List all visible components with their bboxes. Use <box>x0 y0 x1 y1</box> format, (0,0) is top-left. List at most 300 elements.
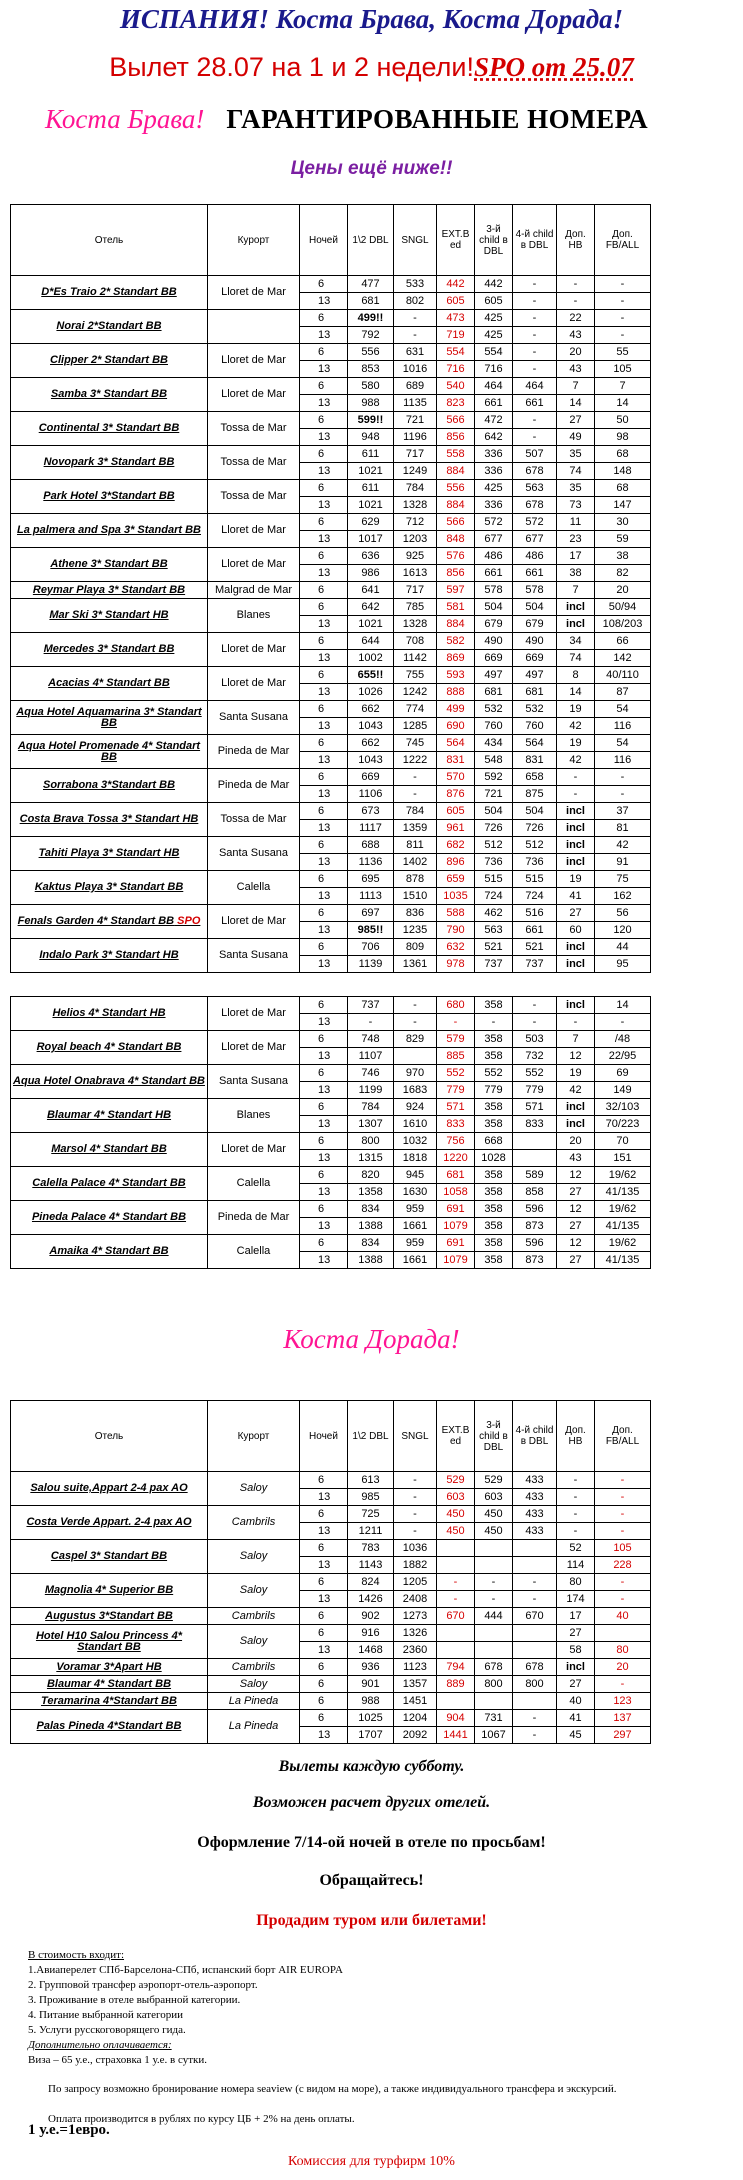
price-cell: 442 <box>437 276 475 293</box>
price-cell: 988 <box>348 1693 394 1710</box>
price-cell: 631 <box>394 344 437 361</box>
hotel-name-text: Voramar 3*Apart HB <box>56 1660 162 1673</box>
price-cell: 552 <box>437 1065 475 1082</box>
price-cell: 40 <box>595 1608 651 1625</box>
hotel-name-text: Magnolia 4* Superior BB <box>44 1584 174 1596</box>
price-cell: 548 <box>475 752 513 769</box>
hotel-name-text: Aqua Hotel Onabrava 4* Standart BB <box>13 1075 205 1087</box>
price-cell: 1025 <box>348 1710 394 1727</box>
price-cell: - <box>595 276 651 293</box>
included-item: 4. Питание выбранной категории <box>28 2009 184 2021</box>
price-cell: 636 <box>348 548 394 565</box>
price-cell: 678 <box>513 463 557 480</box>
hotel-name[interactable] <box>11 701 208 735</box>
price-cell: 499!! <box>348 310 394 327</box>
price-cell: - <box>557 786 595 803</box>
price-cell: 554 <box>437 344 475 361</box>
resort-name: Santa Susana <box>208 1065 300 1099</box>
hotel-name-text: Salou suite,Appart 2-4 pax AO <box>30 1482 188 1494</box>
price-cell: 116 <box>595 752 651 769</box>
price-cell: 794 <box>437 1659 475 1676</box>
column-header: Отель <box>11 1401 208 1472</box>
price-cell <box>437 1693 475 1710</box>
price-cell: - <box>557 1506 595 1523</box>
price-cell: 661 <box>475 395 513 412</box>
table-row <box>11 1710 651 1727</box>
hotel-name[interactable] <box>11 769 208 803</box>
price-cell: 576 <box>437 548 475 565</box>
price-cell: 885 <box>437 1048 475 1065</box>
price-cell: 14 <box>557 684 595 701</box>
resort-name: Tossa de Mar <box>208 803 300 837</box>
hotel-name[interactable] <box>11 803 208 837</box>
price-cell: 114 <box>557 1557 595 1574</box>
price-cell: - <box>513 412 557 429</box>
price-cell: 1036 <box>394 1540 437 1557</box>
column-header: 4-й child в DBL <box>513 1401 557 1472</box>
price-cell: 1139 <box>348 956 394 973</box>
price-cell: 1315 <box>348 1150 394 1167</box>
price-cell: 358 <box>475 1252 513 1269</box>
price-cell: 661 <box>475 565 513 582</box>
column-header: SNGL <box>394 205 437 276</box>
price-cell: 1135 <box>394 395 437 412</box>
price-cell: 579 <box>437 1031 475 1048</box>
flight-line <box>0 52 743 83</box>
nights-cell: 6 <box>300 871 348 888</box>
price-cell: incl <box>557 616 595 633</box>
price-cell: 878 <box>394 871 437 888</box>
price-cell: 642 <box>475 429 513 446</box>
hotel-name-text: Caspel 3* Standart BB <box>50 1550 168 1562</box>
price-cell: 593 <box>437 667 475 684</box>
hotel-name[interactable] <box>11 1608 208 1625</box>
price-cell: 725 <box>348 1506 394 1523</box>
price-cell: 1021 <box>348 463 394 480</box>
nights-cell: 13 <box>300 854 348 871</box>
price-cell <box>475 1540 513 1557</box>
price-cell: 655!! <box>348 667 394 684</box>
price-cell: 677 <box>475 531 513 548</box>
price-cell: 717 <box>394 582 437 599</box>
price-cell: 504 <box>475 599 513 616</box>
column-header: Доп. FB/ALL <box>595 1401 651 1472</box>
price-cell: 756 <box>437 1133 475 1150</box>
price-cell: 554 <box>475 344 513 361</box>
price-cell: 137 <box>595 1710 651 1727</box>
price-cell: 811 <box>394 837 437 854</box>
price-cell: 1079 <box>437 1252 475 1269</box>
price-cell <box>437 1540 475 1557</box>
price-cell: 433 <box>513 1523 557 1540</box>
price-cell: 552 <box>513 1065 557 1082</box>
nights-cell: 13 <box>300 429 348 446</box>
price-cell: 2360 <box>394 1642 437 1659</box>
price-cell: 1235 <box>394 922 437 939</box>
price-cell: 1021 <box>348 616 394 633</box>
price-cell: 499 <box>437 701 475 718</box>
price-cell: 2408 <box>394 1591 437 1608</box>
price-cell: 1630 <box>394 1184 437 1201</box>
hotel-name[interactable] <box>11 1659 208 1676</box>
price-cell: 1388 <box>348 1252 394 1269</box>
price-cell: 673 <box>348 803 394 820</box>
price-cell: 149 <box>595 1082 651 1099</box>
price-cell: - <box>595 1014 651 1031</box>
price-cell: 1117 <box>348 820 394 837</box>
price-cell: 17 <box>557 548 595 565</box>
hotel-name-text: Marsol 4* Standart BB <box>51 1143 167 1155</box>
table-row <box>11 548 651 565</box>
price-cell: 486 <box>513 548 557 565</box>
price-cell: 1285 <box>394 718 437 735</box>
price-cell: 986 <box>348 565 394 582</box>
hotel-name[interactable] <box>11 276 208 310</box>
price-cell: 70/223 <box>595 1116 651 1133</box>
price-cell: - <box>475 1574 513 1591</box>
price-cell: - <box>437 1014 475 1031</box>
price-cell: - <box>513 276 557 293</box>
nights-cell: 6 <box>300 803 348 820</box>
table-row <box>11 1693 651 1710</box>
nights-cell: 13 <box>300 1557 348 1574</box>
price-cell: 717 <box>394 446 437 463</box>
nights-cell: 13 <box>300 956 348 973</box>
price-cell: 105 <box>595 361 651 378</box>
price-cell: 1079 <box>437 1218 475 1235</box>
price-cell: 91 <box>595 854 651 871</box>
resort-name: Santa Susana <box>208 837 300 871</box>
hotel-name[interactable] <box>11 548 208 582</box>
hotel-name[interactable] <box>11 997 208 1031</box>
nights-cell: 6 <box>300 514 348 531</box>
nights-cell: 13 <box>300 1082 348 1099</box>
hotel-name[interactable] <box>11 1235 208 1269</box>
price-cell: 27 <box>557 1218 595 1235</box>
guaranteed-rooms-title: ГАРАНТИРОВАННЫЕ НОМЕРА <box>226 104 649 134</box>
resort-name: Saloy <box>208 1574 300 1608</box>
hotel-name[interactable] <box>11 1676 208 1693</box>
price-cell: 1882 <box>394 1557 437 1574</box>
price-cell: 19 <box>557 1065 595 1082</box>
price-cell: 1143 <box>348 1557 394 1574</box>
price-cell: 40 <box>557 1693 595 1710</box>
nights-cell: 6 <box>300 412 348 429</box>
price-cell: 1222 <box>394 752 437 769</box>
resort-name: Pineda de Mar <box>208 735 300 769</box>
table-row <box>11 1235 651 1252</box>
price-cell: incl <box>557 599 595 616</box>
price-cell <box>437 1642 475 1659</box>
hotel-name-text: La palmera and Spa 3* Standart BB <box>17 524 201 536</box>
nights-cell: 6 <box>300 769 348 786</box>
price-cell: 785 <box>394 599 437 616</box>
price-cell: 853 <box>348 361 394 378</box>
hotel-name-text: D*Es Traio 2* Standart BB <box>41 286 177 298</box>
resort-name: Calella <box>208 1235 300 1269</box>
resort-name: Lloret de Mar <box>208 344 300 378</box>
price-cell: 820 <box>348 1167 394 1184</box>
table-row <box>11 1031 651 1048</box>
price-cell: 1142 <box>394 650 437 667</box>
price-cell: 629 <box>348 514 394 531</box>
hotel-name[interactable] <box>11 1472 208 1506</box>
hotel-name[interactable] <box>11 939 208 973</box>
price-cell: 904 <box>437 1710 475 1727</box>
table-row <box>11 633 651 650</box>
price-cell: 809 <box>394 939 437 956</box>
table-row <box>11 276 651 293</box>
price-cell: 444 <box>475 1608 513 1625</box>
price-cell: 1035 <box>437 888 475 905</box>
hotel-name[interactable] <box>11 310 208 344</box>
price-cell <box>394 1048 437 1065</box>
price-cell: 425 <box>475 310 513 327</box>
price-cell: 802 <box>394 293 437 310</box>
price-cell: - <box>513 327 557 344</box>
price-cell: 697 <box>348 905 394 922</box>
price-cell: 54 <box>595 735 651 752</box>
price-cell: 1357 <box>394 1676 437 1693</box>
price-cell <box>437 1557 475 1574</box>
price-cell: 521 <box>513 939 557 956</box>
table-row <box>11 344 651 361</box>
hotel-name[interactable] <box>11 599 208 633</box>
price-cell: 858 <box>513 1184 557 1201</box>
price-cell: 450 <box>475 1506 513 1523</box>
price-cell: - <box>513 429 557 446</box>
price-cell <box>513 1625 557 1642</box>
price-cell: - <box>475 1591 513 1608</box>
price-table-costa-brava-cont <box>10 996 651 1269</box>
price-cell: 873 <box>513 1252 557 1269</box>
nights-cell: 13 <box>300 616 348 633</box>
price-cell: 644 <box>348 633 394 650</box>
included-item: 1.Авиаперелет СПб-Барселона-СПб, испанский борт AIR EUROPA <box>28 1964 343 1976</box>
price-cell: 497 <box>475 667 513 684</box>
price-cell: 55 <box>595 344 651 361</box>
nights-cell: 6 <box>300 633 348 650</box>
table-row <box>11 1065 651 1082</box>
price-cell: - <box>437 1574 475 1591</box>
commission-text: Комиссия для турфирм 10% <box>288 2154 455 2169</box>
hotel-name[interactable] <box>11 344 208 378</box>
price-cell: 12 <box>557 1235 595 1252</box>
hotel-name[interactable] <box>11 412 208 446</box>
price-cell: 681 <box>437 1167 475 1184</box>
price-cell: 1328 <box>394 497 437 514</box>
hotel-name[interactable] <box>11 633 208 667</box>
price-cell: 605 <box>437 803 475 820</box>
hotel-name[interactable] <box>11 905 208 939</box>
price-cell: incl <box>557 997 595 1014</box>
hotel-name-text: Novopark 3* Standart BB <box>43 456 175 468</box>
price-cell: 336 <box>475 446 513 463</box>
resort-name: Santa Susana <box>208 939 300 973</box>
price-cell: - <box>595 327 651 344</box>
price-cell: 662 <box>348 735 394 752</box>
price-cell: - <box>595 786 651 803</box>
price-cell: 19/62 <box>595 1167 651 1184</box>
price-cell: - <box>595 1506 651 1523</box>
price-cell: 1661 <box>394 1252 437 1269</box>
resort-name: Lloret de Mar <box>208 548 300 582</box>
price-cell: 358 <box>475 1099 513 1116</box>
hotel-name[interactable] <box>11 1710 208 1744</box>
price-cell: 836 <box>394 905 437 922</box>
hotel-name[interactable] <box>11 1133 208 1167</box>
table-row <box>11 1574 651 1591</box>
price-cell: 925 <box>394 548 437 565</box>
hotel-name-text: Athene 3* Standart BB <box>50 558 168 570</box>
price-cell: 147 <box>595 497 651 514</box>
hotel-name-text: Pineda Palace 4* Standart BB <box>31 1211 187 1223</box>
price-cell: 1426 <box>348 1591 394 1608</box>
hotel-name-text: Royal beach 4* Standart BB <box>36 1041 182 1053</box>
resort-name: La Pineda <box>208 1693 300 1710</box>
price-cell <box>595 1625 651 1642</box>
price-cell: 41 <box>557 1710 595 1727</box>
hotel-name[interactable] <box>11 1167 208 1201</box>
price-cell: 558 <box>437 446 475 463</box>
table-row <box>11 1506 651 1523</box>
price-cell: 1106 <box>348 786 394 803</box>
hotel-name[interactable] <box>11 378 208 412</box>
price-cell: - <box>557 293 595 310</box>
price-cell: - <box>595 1591 651 1608</box>
hotel-name[interactable] <box>11 446 208 480</box>
price-table-costa-brava <box>10 204 651 973</box>
price-cell: 688 <box>348 837 394 854</box>
price-cell: 1359 <box>394 820 437 837</box>
price-cell: 792 <box>348 327 394 344</box>
hotel-name[interactable] <box>11 1693 208 1710</box>
price-cell: 571 <box>513 1099 557 1116</box>
price-cell: - <box>513 1710 557 1727</box>
hotel-name[interactable] <box>11 1031 208 1065</box>
price-cell: 596 <box>513 1201 557 1218</box>
price-cell <box>513 1540 557 1557</box>
price-cell: 472 <box>475 412 513 429</box>
price-cell: 433 <box>513 1472 557 1489</box>
price-cell: 1016 <box>394 361 437 378</box>
price-cell: 1249 <box>394 463 437 480</box>
hotel-name[interactable] <box>11 1506 208 1540</box>
price-cell: 45 <box>557 1727 595 1744</box>
price-cell: 1136 <box>348 854 394 871</box>
price-cell: 490 <box>475 633 513 650</box>
hotel-name[interactable] <box>11 837 208 871</box>
price-cell: 80 <box>595 1642 651 1659</box>
price-cell: 691 <box>437 1235 475 1252</box>
price-cell: 755 <box>394 667 437 684</box>
price-cell: 50/94 <box>595 599 651 616</box>
column-header: Курорт <box>208 1401 300 1472</box>
resort-name: Cambrils <box>208 1506 300 1540</box>
nights-cell: 6 <box>300 997 348 1014</box>
price-cell: 661 <box>513 922 557 939</box>
price-cell: 228 <box>595 1557 651 1574</box>
table-row <box>11 1608 651 1625</box>
hotel-name[interactable] <box>11 735 208 769</box>
price-cell: 1058 <box>437 1184 475 1201</box>
included-item: 3. Проживание в отеле выбранной категории. <box>28 1994 241 2006</box>
nights-cell: 6 <box>300 735 348 752</box>
price-cell: - <box>595 1472 651 1489</box>
hotel-name[interactable] <box>11 1099 208 1133</box>
price-cell: 748 <box>348 1031 394 1048</box>
price-cell: 605 <box>475 293 513 310</box>
price-cell <box>437 1625 475 1642</box>
price-cell: 19 <box>557 701 595 718</box>
hotel-name[interactable] <box>11 871 208 905</box>
price-cell: 358 <box>475 997 513 1014</box>
price-cell: 884 <box>437 497 475 514</box>
price-cell: 44 <box>595 939 651 956</box>
price-cell: 556 <box>437 480 475 497</box>
price-cell: 823 <box>437 395 475 412</box>
hotel-name[interactable] <box>11 1065 208 1099</box>
spo-text: SPO от 25.07 <box>474 52 634 82</box>
nights-cell: 6 <box>300 1065 348 1082</box>
price-cell: 662 <box>348 701 394 718</box>
price-cell: 34 <box>557 633 595 650</box>
price-cell: 497 <box>513 667 557 684</box>
price-cell: 19 <box>557 871 595 888</box>
hotel-name[interactable] <box>11 480 208 514</box>
price-cell: - <box>513 344 557 361</box>
price-cell: 588 <box>437 905 475 922</box>
table-row <box>11 310 651 327</box>
resort-name: Blanes <box>208 1099 300 1133</box>
hotel-name[interactable] <box>11 667 208 701</box>
price-cell: 578 <box>513 582 557 599</box>
table-row <box>11 1676 651 1693</box>
hotel-name[interactable] <box>11 514 208 548</box>
price-cell: 358 <box>475 1031 513 1048</box>
price-cell: 512 <box>513 837 557 854</box>
extra-text: Виза – 65 у.е., страховка 1 у.е. в сутки. <box>28 2054 208 2066</box>
price-cell: 68 <box>595 446 651 463</box>
hotel-name[interactable] <box>11 582 208 599</box>
currency-rate: 1 у.е.=1евро. <box>28 2122 110 2138</box>
price-cell: 668 <box>475 1133 513 1150</box>
price-cell: 901 <box>348 1676 394 1693</box>
nights-cell: 6 <box>300 1693 348 1710</box>
hotel-name[interactable] <box>11 1540 208 1574</box>
price-cell: 582 <box>437 633 475 650</box>
hotel-name[interactable] <box>11 1201 208 1235</box>
table-row <box>11 1167 651 1184</box>
nights-cell: 6 <box>300 1710 348 1727</box>
hotel-name-text: Blaumar 4* Standart HB <box>46 1109 172 1121</box>
price-cell: 1199 <box>348 1082 394 1099</box>
hotel-name-text: Calella Palace 4* Standart BB <box>32 1177 186 1189</box>
table-row <box>11 905 651 922</box>
price-cell: - <box>595 310 651 327</box>
column-header: 3-й child в DBL <box>475 1401 513 1472</box>
price-cell: 35 <box>557 446 595 463</box>
price-cell: 433 <box>513 1489 557 1506</box>
hotel-name[interactable] <box>11 1574 208 1608</box>
price-cell: 669 <box>513 650 557 667</box>
price-cell: 358 <box>475 1116 513 1133</box>
column-header: Курорт <box>208 205 300 276</box>
hotel-name[interactable] <box>11 1625 208 1659</box>
price-cell: 464 <box>513 378 557 395</box>
price-cell: 959 <box>394 1201 437 1218</box>
price-cell: 641 <box>348 582 394 599</box>
